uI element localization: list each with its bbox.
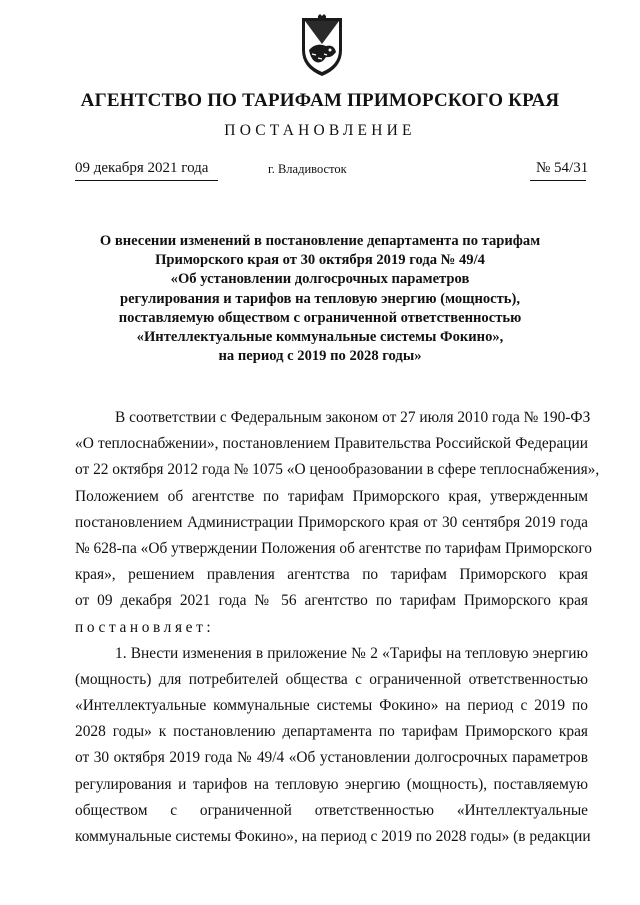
body-line: «Интеллектуальные коммунальные системы Фокино» на период с 2019 по [75,697,588,715]
title-line: О внесении изменений в постановление департамента по тарифам [99,233,541,249]
body-line: 1. Внести изменения в приложение № 2 «Тарифы на тепловую энергию [115,644,588,662]
title-line: на период с 2019 по 2028 годы» [218,348,422,365]
body-line: «О теплоснабжении», постановлением Правительства Российской Федерации [75,435,588,453]
body-line: регулирования и тарифов на тепловую энергию (мощность), поставляемую [75,775,588,793]
agency-name: АГЕНТСТВО ПО ТАРИФАМ ПРИМОРСКОГО КРАЯ [80,90,560,111]
body-line: постановляет: [75,618,215,636]
title-line: «Об установлении долгосрочных параметров [170,271,470,288]
body-line: от 30 октября 2019 года № 49/4 «Об установлении долгосрочных параметров [75,749,588,767]
title-line: поставляемую обществом с ограниченной ответственностью [118,309,522,326]
document-date: 09 декабря 2021 года [75,160,209,176]
title-line: Приморского края от 30 октября 2019 года № 49/4 [155,252,485,269]
body-line: Положением об агентстве по тарифам Приморского края, утвержденным [75,487,588,505]
body-line: (мощность) для потребителей общества с ограниченной ответственностью [75,670,588,688]
document-type: ПОСТАНОВЛЕНИЕ [224,122,416,139]
body-line: коммунальные системы Фокино», на период с 2019 по 2028 годы» (в редакции [75,828,591,845]
body-line: № 628-па «Об утверждении Положения об агентстве по тарифам Приморского [75,539,592,557]
document-title [0,232,640,366]
body-line: В соответствии с Федеральным законом от 27 июля 2010 года № 190-ФЗ [115,409,591,426]
title-line: регулирования и тарифов на тепловую энергию (мощность), [119,290,521,307]
number-underline [530,180,586,181]
coat-of-arms-icon [296,14,348,78]
body-line: 2028 годы» к постановлению департамента по тарифам Приморского края [75,723,588,741]
document-body [75,405,600,850]
document-number: № 54/31 [536,160,589,176]
date-underline [75,180,218,181]
body-line: от 22 октября 2012 года № 1075 «О ценообразовании в сфере теплоснабжения», [75,461,600,479]
body-line: от 09 декабря 2021 года № 56 агентство по тарифам Приморского края [75,592,588,610]
document-city: г. Владивосток [268,162,347,176]
body-line: края», решением правления агентства по тарифам Приморского края [75,566,588,584]
title-line: «Интеллектуальные коммунальные системы Фокино», [136,329,504,346]
body-line: обществом с ограниченной ответственностью «Интеллектуальные [75,801,588,819]
body-line: постановлением Администрации Приморского края от 30 сентября 2019 года [75,513,588,531]
